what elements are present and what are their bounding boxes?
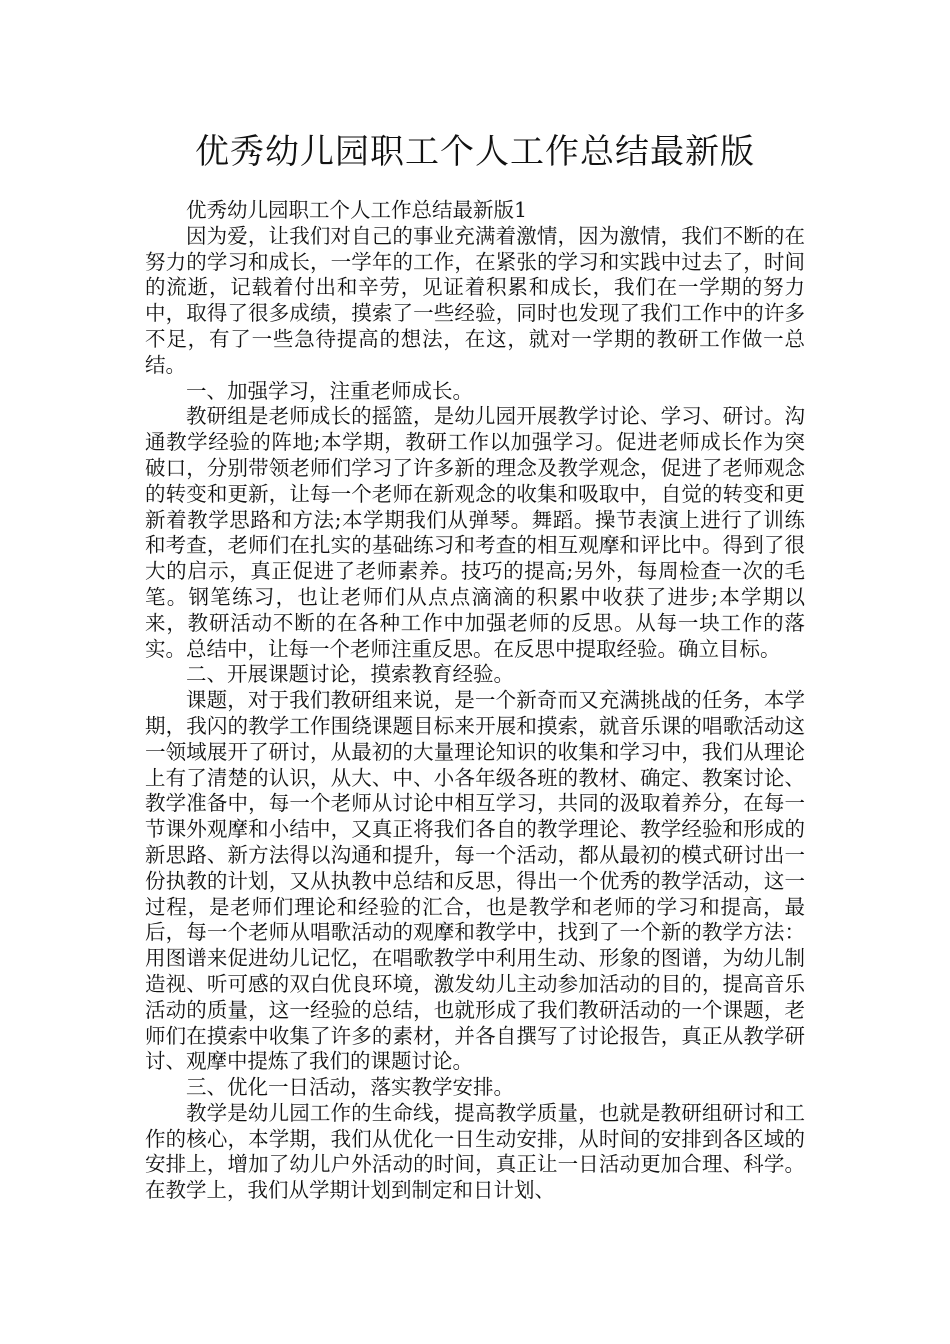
section-2-paragraph: 课题，对于我们教研组来说，是一个新奇而又充满挑战的任务，本学期，我闪的教学工作围绕课题目标来开展和摸索，就音乐课的唱歌活动这一领域展开了研讨，从最初的大量理论知识的收集和学习中，我们从理论上有了清楚的认识，从大、中、小各年级各班的教材、确定、教案讨论、教学准备中，每一个老师从讨论中相互学习，共同的汲取着养分，在每一节课外观摩和小结中，又真正将我们各自的教学理论、教学经验和形成的新思路、新方法得以沟通和提升，每一个活动，都从最初的模式研讨出一份执教的计划，又从执教中总结和反思，得出一个优秀的教学活动，这一过程，是老师们理论和经验的汇合，也是教学和老师的学习和提高，最后，每一个老师从唱歌活动的观摩和教学中，找到了一个新的教学方法：用图谱来促进幼儿记忆，在唱歌教学中利用生动、形象的图谱，为幼儿制造视、听可感的双白优良环境，激发幼儿主动参加活动的目的，提高音乐活动的质量，这一经验的总结，也就形成了我们教研活动的一个课题，老师们在摸索中收集了许多的素材，并各自撰写了讨论报告，真正从教学研讨、观摩中提炼了我们的课题讨论。 [145, 688, 805, 1074]
section-heading-2: 二、开展课题讨论，摸索教育经验。 [186, 662, 514, 687]
section-heading-3: 三、优化一日活动，落实教学安排。 [186, 1075, 514, 1100]
section-1-paragraph: 教研组是老师成长的摇篮，是幼儿园开展教学讨论、学习、研讨。沟通教学经验的阵地;本学期，教研工作以加强学习。促进老师成长作为突破口，分别带领老师们学习了许多新的理念及教学观念，促进了老师观念的转变和更新，让每一个老师在新观念的收集和吸取中，自觉的转变和更新着教学思路和方法;本学期我们从弹琴。舞蹈。操节表演上进行了训练和考查，老师们在扎实的基础练习和考查的相互观摩和评比中。得到了很大的启示，真正促进了老师素养。技巧的提高;另外，每周检查一次的毛笔。钢笔练习，也让老师们从点点滴滴的积累中收获了进步;本学期以来，教研活动不断的在各种工作中加强老师的反思。从每一块工作的落实。总结中，让每一个老师注重反思。在反思中提取经验。确立目标。 [145, 404, 805, 661]
intro-paragraph: 因为爱，让我们对自己的事业充满着激情，因为激情，我们不断的在努力的学习和成长，一学年的工作，在紧张的学习和实践中过去了，时间的流逝，记载着付出和辛劳，见证着积累和成长，我们在一学期的努力中，取得了很多成绩，摸索了一些经验，同时也发现了我们工作中的许多不足，有了一些急待提高的想法，在这，就对一学期的教研工作做一总结。 [145, 223, 805, 377]
document-title: 优秀幼儿园职工个人工作总结最新版 [195, 132, 755, 172]
document-body [145, 198, 805, 1204]
section-heading-1: 一、加强学习，注重老师成长。 [186, 378, 473, 403]
section-3-paragraph: 教学是幼儿园工作的生命线，提高教学质量，也就是教研组研讨和工作的核心，本学期，我们从优化一日生动安排，从时间的安排到各区域的安排上，增加了幼儿户外活动的时间，真正让一日活动更加合理、科学。在教学上，我们从学期计划到制定和日计划、 [145, 1100, 805, 1203]
subtitle-paragraph: 优秀幼儿园职工个人工作总结最新版1 [186, 198, 528, 222]
